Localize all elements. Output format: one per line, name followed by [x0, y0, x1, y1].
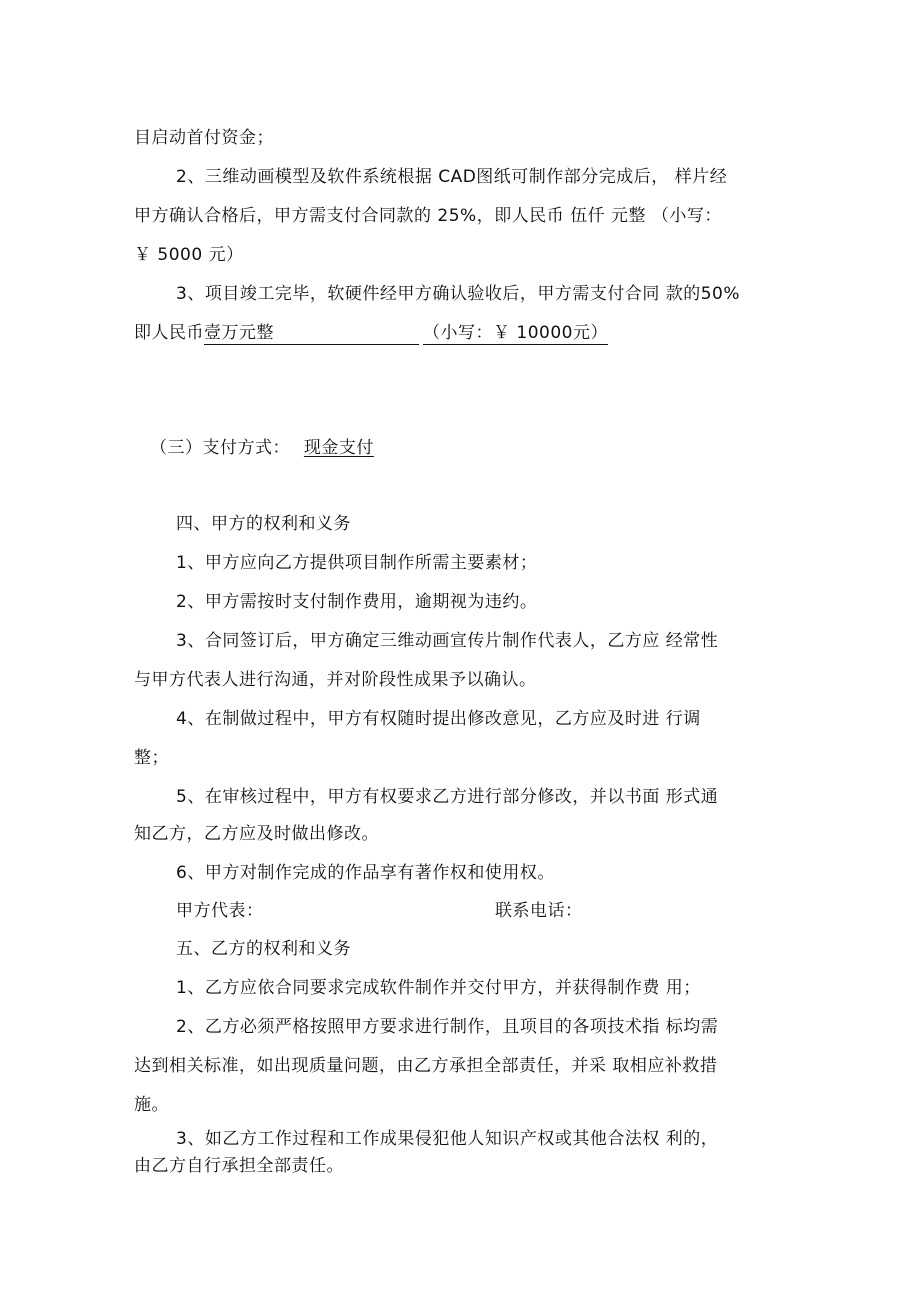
payment-method-label: （三）支付方式：	[150, 438, 290, 458]
party-a-representative-label: 甲方代表：	[176, 901, 264, 921]
amount-in-words: 壹万元整	[204, 323, 274, 343]
section-4-title: 四、甲方的权利和义务	[176, 514, 351, 534]
section-5-title: 五、乙方的权利和义务	[176, 939, 351, 959]
section-5-item-3-line-1: 3、如乙方工作过程和工作成果侵犯他人知识产权或其他合法权 利的，	[176, 1129, 719, 1149]
paragraph-continuation: 目启动首付资金；	[134, 128, 274, 148]
section-4-item-5-line-1: 5、在审核过程中，甲方有权要求乙方进行部分修改，并以书面 形式通	[176, 787, 719, 807]
payment-method	[150, 437, 374, 459]
section-5-item-3-line-2: 由乙方自行承担全部责任。	[134, 1156, 344, 1176]
clause-3-line-1: 3、项目竣工完毕，软硬件经甲方确认验收后，甲方需支付合同 款的50%	[176, 284, 741, 304]
payment-method-value: 现金支付	[303, 438, 374, 458]
clause-2-line-3: ￥ 5000 元）	[134, 245, 244, 265]
section-4-item-4-line-2: 整；	[134, 748, 169, 768]
section-4-item-6: 6、甲方对制作完成的作品享有著作权和使用权。	[176, 863, 555, 883]
section-5-item-2-line-1: 2、乙方必须严格按照甲方要求进行制作，且项目的各项技术指 标均需	[176, 1017, 719, 1037]
section-4-item-5-line-2: 知乙方，乙方应及时做出修改。	[134, 824, 379, 844]
section-4-item-1: 1、甲方应向乙方提供项目制作所需主要素材；	[176, 553, 538, 573]
section-5-item-2-line-3: 施。	[134, 1095, 169, 1115]
section-4-item-3-line-1: 3、合同签订后，甲方确定三维动画宣传片制作代表人，乙方应 经常性	[176, 631, 719, 651]
section-4-item-2: 2、甲方需按时支付制作费用，逾期视为违约。	[176, 592, 538, 612]
section-4-item-3-line-2: 与甲方代表人进行沟通，并对阶段性成果予以确认。	[134, 670, 537, 690]
section-5-item-2-line-2: 达到相关标准，如出现质量问题，由乙方承担全部责任，并采 取相应补救措	[134, 1056, 718, 1076]
clause-2-line-2: 甲方确认合格后，甲方需支付合同款的 25%，即人民币 伍仟 元整 （小写：	[134, 206, 722, 226]
amount-in-figures: （小写：￥ 10000元）	[423, 323, 608, 343]
section-5-item-1: 1、乙方应依合同要求完成软件制作并交付甲方，并获得制作费 用；	[176, 978, 701, 998]
amount-blank-underline	[274, 326, 419, 345]
section-4-item-4-line-1: 4、在制做过程中，甲方有权随时提出修改意见，乙方应及时进 行调	[176, 709, 701, 729]
contact-phone-label: 联系电话：	[495, 901, 583, 921]
clause-3-line-2	[134, 322, 608, 345]
clause-2-line-1: 2、三维动画模型及软件系统根据 CAD图纸可制作部分完成后， 样片经	[176, 167, 728, 187]
amount-prefix: 即人民币	[134, 323, 204, 343]
